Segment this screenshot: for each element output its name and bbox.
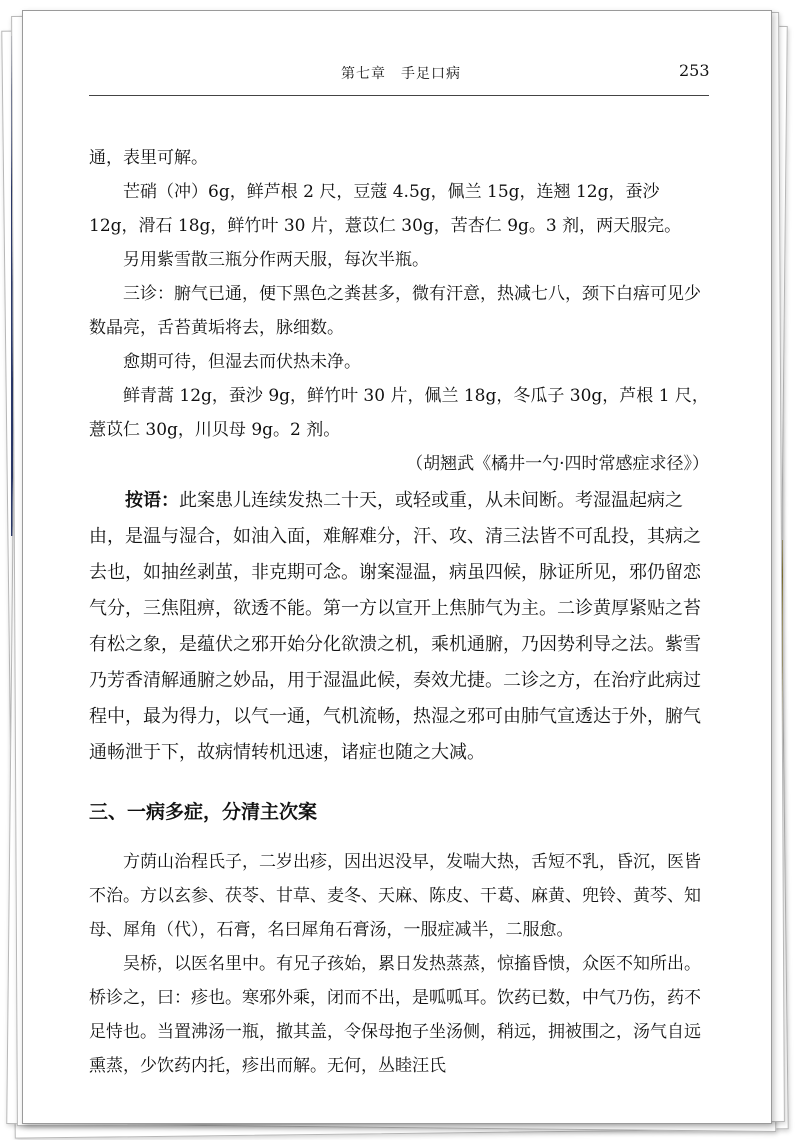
page-number: 253 [679,61,710,80]
paragraph: 三诊：腑气已通，便下黑色之粪甚多，微有汗意，热减七八，颈下白痦可见少数晶亮，舌苔黄垢将去，脉细数。 [89,284,701,338]
paragraph: 愈期可待，但湿去而伏热未净。 [123,352,361,372]
commentary-text: 此案患儿连续发热二十天，或轻或重，从未间断。考湿温起病之由，是温与湿合，如油入面，难解难分，汗、攻、清三法皆不可乱投，其病之去也，如抽丝剥茧，非克期可念。谢案湿温，病虽四候，脉证所见，邪仍留恋气分，三焦阻痹，欲透不能。第一方以宣开上焦肺气为主。二诊黄厚紧贴之苔有松之象，是蕴伏之邪开始分化欲溃之机，乘机通腑，乃因势利导之法。紫雪乃芳香清解通腑之妙品，用于湿温此候，奏效尤捷。二诊之方，在治疗此病过程中，最为得力，以气一通，气机流畅，热湿之邪可由肺气宣透达于外，腑气通畅泄于下，故病情转机迅速，诸症也随之大减。 [89,490,701,763]
page-body [89,141,709,1083]
source-citation: （胡翘武《橘井一勺·四时常感症求径》） [406,454,709,474]
book-page [22,10,772,1124]
commentary-label: 按语： [125,490,179,511]
paragraph: 鲜青蒿 12g，蚕沙 9g，鲜竹叶 30 片，佩兰 18g，冬瓜子 30g，芦根 1 尺，薏苡仁 30g，川贝母 9g。2 剂。 [89,386,709,440]
paragraph: 吴桥，以医名里中。有兄子孩始，累日发热蒸蒸，惊搐昏愦，众医不知所出。桥诊之，曰：疹也。寒邪外乘，闭而不出，是呱呱耳。饮药已数，中气乃伤，药不足恃也。当置沸汤一瓶，撤其盖，令保母抱子坐汤侧，稍远，拥被围之，汤气自远熏蒸，少饮药内托，疹出而解。无何，丛睦汪氏 [89,954,701,1076]
paragraph: 通，表里可解。 [89,148,208,168]
header-rule [89,95,709,96]
section-heading: 三、一病多症，分清主次案 [89,801,318,823]
paragraph: 另用紫雪散三瓶分作两天服，每次半瓶。 [123,250,429,270]
page-header [23,61,771,85]
paragraph: 方荫山治程氏子，二岁出疹，因出迟没早，发喘大热，舌短不乳，昏沉，医皆不治。方以玄参、茯苓、甘草、麦冬、天麻、陈皮、干葛、麻黄、兜铃、黄芩、知母、犀角（代），石膏，名曰犀角石膏汤，一服症减半，二服愈。 [89,852,701,940]
chapter-title: 第七章 手足口病 [341,66,461,82]
paragraph: 芒硝（冲）6g，鲜芦根 2 尺，豆蔻 4.5g，佩兰 15g，连翘 12g，蚕沙 12g，滑石 18g，鲜竹叶 30 片，薏苡仁 30g，苦杏仁 9g。3 剂，两天服完。 [89,182,682,236]
commentary-paragraph [89,483,709,771]
